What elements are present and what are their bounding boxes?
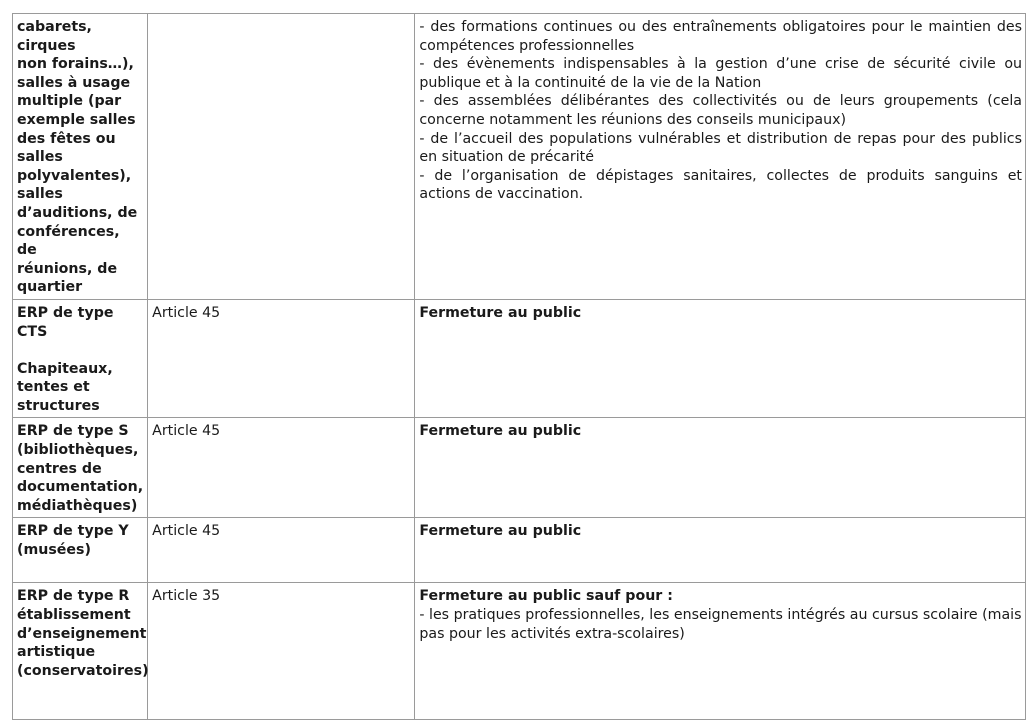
measure-cell [415,14,1026,300]
erp-type-line: (conservatoires) [17,662,149,679]
erp-type-line: (bibliothèques, [17,442,139,459]
measure-heading: Fermeture au public sauf pour : [419,588,673,605]
measure-item: - de l’accueil des populations vulnérables et distribution de repas pour des publics en situation de précarité [419,130,1022,166]
erp-type-line: centres de [17,460,102,477]
erp-type-line: d’auditions, de [17,204,138,221]
article-cell: Article 35 [148,583,415,720]
erp-type-line: d’enseignement [17,625,147,642]
erp-type-line: cabarets, cirques [17,19,92,54]
erp-type-line: établissement [17,607,131,624]
measure-item: - les pratiques professionnelles, les enseignements intégrés au cursus scolaire (mais pas pour les activités extra-scolaires) [419,607,1022,642]
erp-type-line: conférences, de [17,223,120,259]
erp-type-line: ERP de type S [17,423,129,440]
measure-cell: Fermeture au public [415,518,1026,583]
erp-type-line: non forains…), [17,56,134,73]
measure-item: - des formations continues ou des entraînements obligatoires pour le maintien des compétences professionnelles [419,19,1022,54]
erp-type-line: tentes et [17,379,90,396]
article-cell: Article 45 [148,418,415,518]
erp-type-line: des fêtes ou [17,130,116,147]
measure-item: - des assemblées délibérantes des collectivités ou de leurs groupements (cela concerne notamment les réunions des conseils municipaux) [419,93,1022,128]
article-cell: Article 45 [148,518,415,583]
erp-type-line: ERP de type Y [17,523,129,540]
erp-type-line: artistique [17,644,96,661]
erp-type-title: ERP de type CTS [17,304,114,340]
measure-cell [415,583,1026,720]
article-cell: Article 45 [148,299,415,418]
erp-measures-table [12,13,1026,720]
erp-type-cell [13,14,148,300]
erp-type-line: salles [17,186,63,203]
erp-type-line: médiathèques) [17,497,138,514]
erp-type-cell [13,299,148,418]
erp-type-cell [13,518,148,583]
table-row [13,299,1026,418]
article-cell [148,14,415,300]
table-row [13,583,1026,720]
spacer [17,341,144,360]
measure-cell: Fermeture au public [415,418,1026,518]
erp-type-line: structures [17,397,100,414]
erp-type-line: (musées) [17,542,91,559]
erp-type-line: polyvalentes), [17,167,132,184]
erp-type-line: salles [17,149,63,166]
erp-type-line: ERP de type R [17,588,130,605]
erp-type-line: réunions, de [17,260,118,277]
table-row [13,14,1026,300]
erp-type-line: quartier [17,279,83,296]
erp-type-line: multiple (par [17,93,122,110]
erp-type-line: Chapiteaux, [17,360,113,377]
measure-item: - des évènements indispensables à la gestion d’une crise de sécurité civile ou publique et à la continuité de la vie de la Nation [419,56,1022,91]
table-row [13,518,1026,583]
erp-type-line: exemple salles [17,111,136,128]
erp-type-line: salles à usage [17,74,131,91]
erp-type-line: documentation, [17,479,144,496]
erp-type-cell [13,418,148,518]
measure-cell: Fermeture au public [415,299,1026,418]
table-row [13,418,1026,518]
erp-type-cell [13,583,148,720]
measure-item: - de l’organisation de dépistages sanitaires, collectes de produits sanguins et actions de vaccination. [419,167,1022,203]
